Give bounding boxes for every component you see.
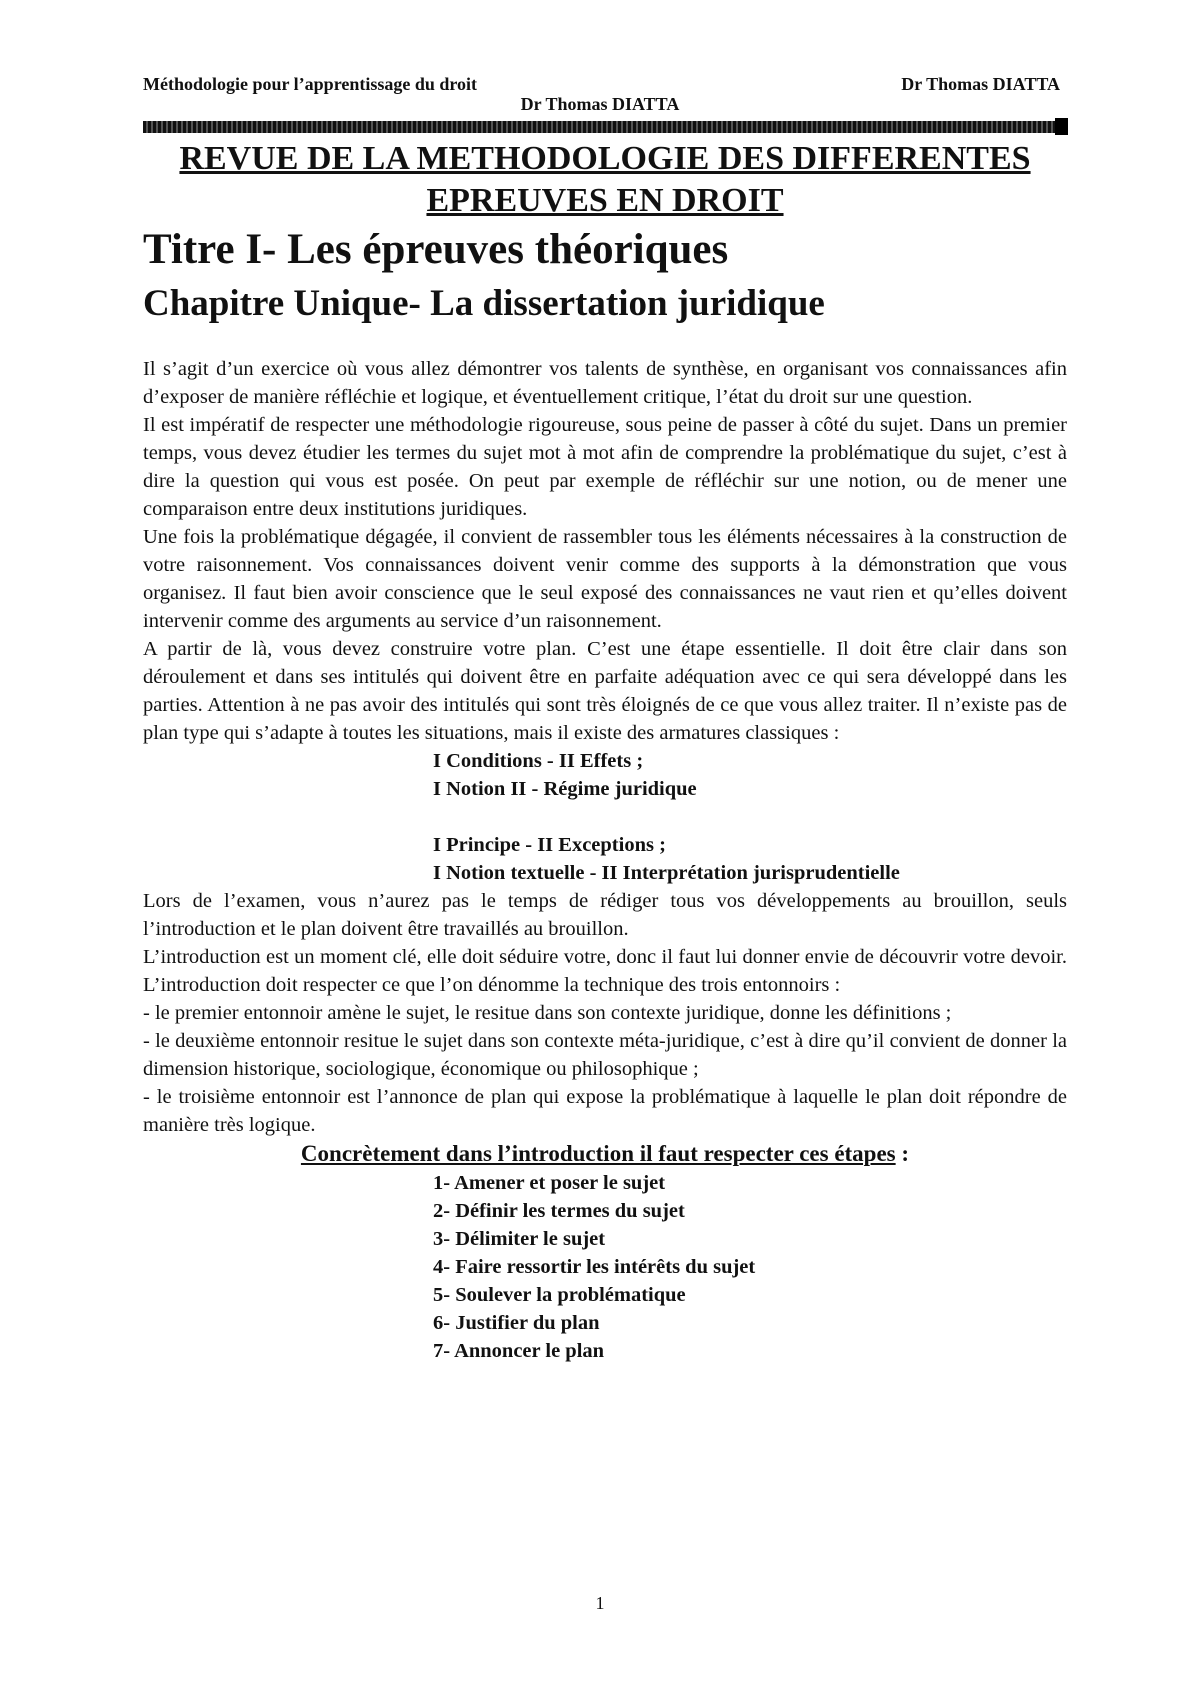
titre-heading: Titre I- Les épreuves théoriques	[143, 226, 729, 273]
spacer	[143, 803, 1067, 831]
paragraph: Il est impératif de respecter une méthodologie rigoureuse, sous peine de passer à côté du sujet. Dans un premier temps, vous devez étudier les termes du sujet mot à mot afin de comprendre la problématique du sujet, c’est à dire la question qui vous est posée. On peut par exemple de réfléchir sur une notion, ou de mener une comparaison entre deux institutions juridiques.	[143, 414, 1067, 520]
armature-item: I Notion textuelle - II Interprétation jurisprudentielle	[433, 862, 900, 884]
etape-item: 3- Délimiter le sujet	[433, 1228, 606, 1250]
header-left: Méthodologie pour l’apprentissage du droit	[143, 74, 478, 94]
paragraph: Une fois la problématique dégagée, il convient de rassembler tous les éléments nécessaires à la construction de votre raisonnement. Vos connaissances doivent venir comme des supports à la démonstration que vous organisez. Il faut bien avoir conscience que le seul exposé des connaissances ne vaut rien et qu’elles doivent intervenir comme des arguments au service d’un raisonnement.	[143, 526, 1067, 632]
paragraph: - le troisième entonnoir est l’annonce de plan qui expose la problématique à laquelle le plan doit répondre de manière très logique.	[143, 1086, 1067, 1136]
armature-item: I Notion II - Régime juridique	[433, 778, 697, 800]
main-title: REVUE DE LA METHODOLOGIE DES DIFFERENTES EPREUVES EN DROIT	[179, 140, 1031, 219]
etape-item: 1- Amener et poser le sujet	[433, 1172, 666, 1194]
etape-item: 5- Soulever la problématique	[433, 1284, 686, 1306]
paragraph: L’introduction est un moment clé, elle doit séduire votre, donc il faut lui donner envie de découvrir votre devoir. L’introduction doit respecter ce que l’on dénomme la technique des trois entonnoirs :	[143, 946, 1067, 996]
etape-item: 4- Faire ressortir les intérêts du sujet	[433, 1256, 756, 1278]
armature-item: I Conditions - II Effets ;	[433, 750, 644, 772]
body-text	[143, 355, 1067, 1365]
etape-item: 7- Annoncer le plan	[433, 1340, 605, 1362]
paragraph: A partir de là, vous devez construire votre plan. C’est une étape essentielle. Il doit être clair dans son déroulement et dans ses intitulés qui doivent être en parfaite adéquation avec ce qui sera développé dans les parties. Attention à ne pas avoir des intitulés qui sont très éloignés de ce que vous allez traiter. Il n’existe pas de plan type qui s’adapte à toutes les situations, mais il existe des armatures classiques :	[143, 638, 1067, 744]
paragraph: Il s’agit d’un exercice où vous allez démontrer vos talents de synthèse, en organisant vos connaissances afin d’exposer de manière réfléchie et logique, et éventuellement critique, l’état du droit sur une question.	[143, 358, 1067, 408]
header-rule-end	[1055, 118, 1068, 135]
page-number: 1	[595, 1593, 605, 1613]
concretement-heading	[143, 1139, 1067, 1169]
header-rule	[143, 121, 1067, 133]
armature-item: I Principe - II Exceptions ;	[433, 834, 666, 856]
etape-item: 2- Définir les termes du sujet	[433, 1200, 685, 1222]
header-right: Dr Thomas DIATTA	[901, 74, 1060, 94]
paragraph: - le deuxième entonnoir resitue le sujet dans son contexte méta-juridique, c’est à dire qu’il convient de donner la dimension historique, sociologique, économique ou philosophique ;	[143, 1030, 1067, 1080]
concretement-heading-text: Concrètement dans l’introduction il faut respecter ces étapes	[300, 1141, 896, 1166]
paragraph: - le premier entonnoir amène le sujet, le resitue dans son contexte juridique, donne les définitions ;	[143, 1002, 952, 1024]
concretement-suffix: :	[895, 1141, 910, 1166]
chapitre-heading: Chapitre Unique- La dissertation juridique	[143, 283, 825, 324]
etape-item: 6- Justifier du plan	[433, 1312, 600, 1334]
header-center: Dr Thomas DIATTA	[520, 94, 680, 114]
paragraph: Lors de l’examen, vous n’aurez pas le temps de rédiger tous vos développements au brouillon, seuls l’introduction et le plan doivent être travaillés au brouillon.	[143, 890, 1067, 940]
